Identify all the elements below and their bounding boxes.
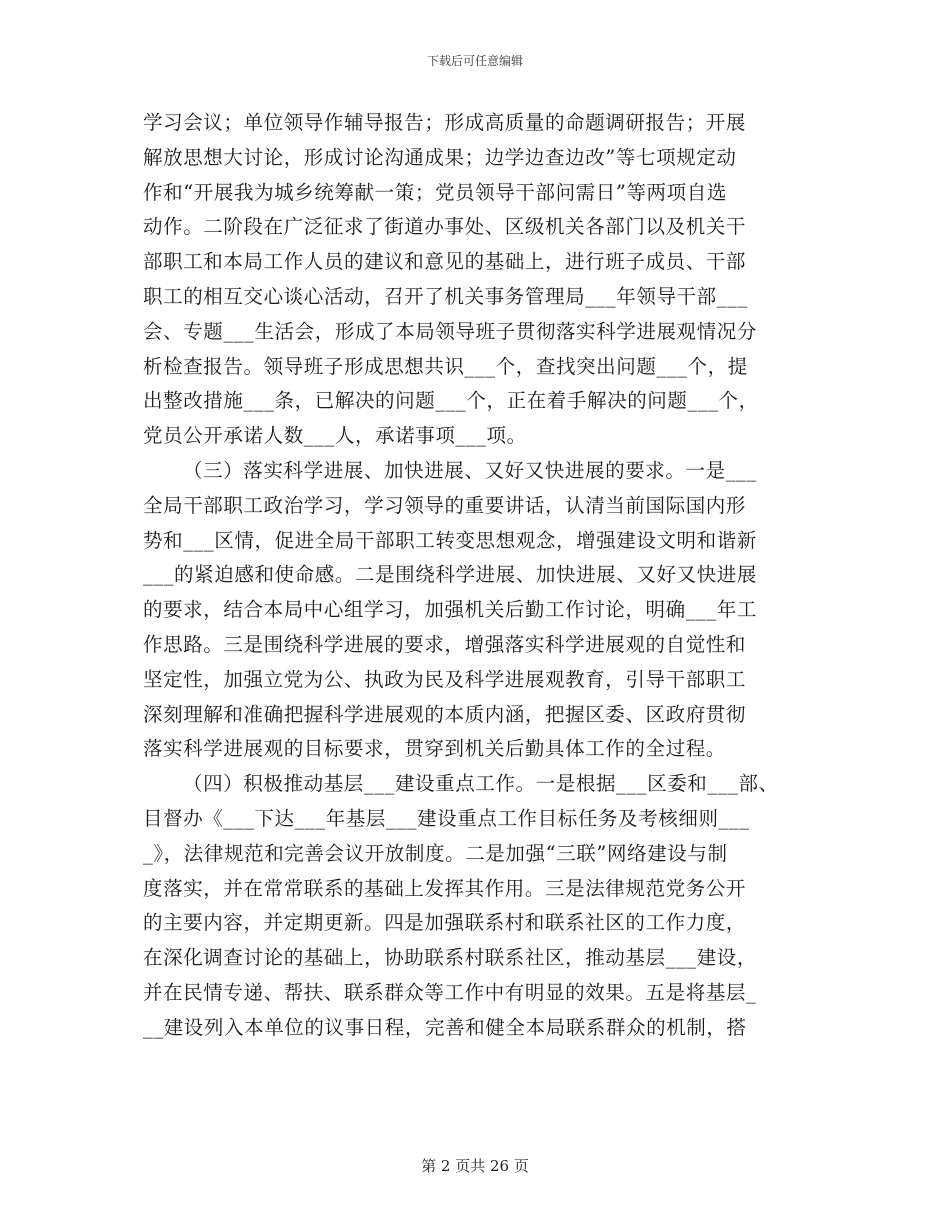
page-footer: 第 2 页共 26 页 (421, 1157, 529, 1175)
text-line: 的要求，结合本局中心组学习，加强机关后勤工作讨论，明确___年工 (143, 598, 757, 622)
text-line: 作思路。三是围绕科学进展的要求，增强落实科学进展观的自觉性和 (143, 632, 747, 656)
text-line: 会、专题___生活会，形成了本局领导班子贯彻落实科学进展观情况分 (143, 319, 757, 343)
text-line: 坚定性，加强立党为公、执政为民及科学进展观教育，引导干部职工 (143, 667, 747, 691)
text-line: 出整改措施___条，已解决的问题___个，正在着手解决的问题___个， (143, 389, 759, 413)
document-body (143, 106, 808, 1046)
text-line: 并在民情专递、帮扶、联系群众等工作中有明显的效果。五是将基层_ (143, 980, 757, 1004)
text-line: （三）落实科学进展、加快进展、又好又快进展的要求。一是___ (183, 458, 757, 482)
text-line: 势和___区情，促进全局干部职工转变思想观念，增强建设文明和谐新 (143, 528, 757, 552)
text-line: __建设列入本单位的议事日程，完善和健全本局联系群众的机制，搭 (143, 1015, 747, 1039)
text-line: 度落实，并在常常联系的基础上发挥其作用。三是法律规范党务公开 (143, 876, 747, 900)
page-header: 下载后可任意编辑 (426, 54, 523, 68)
text-line: 的主要内容，并定期更新。四是加强联系村和联系社区的工作力度， (143, 911, 747, 935)
text-line: 解放思想大讨论，形成讨论沟通成果；边学边查边改”等七项规定动 (143, 145, 737, 169)
text-line: 作和“开展我为城乡统筹献一策；党员领导干部问需日”等两项自选 (143, 180, 727, 204)
text-line: （四）积极推动基层___建设重点工作。一是根据___区委和___部、 (183, 772, 779, 796)
text-line: 深刻理解和准确把握科学进展观的本质内涵，把握区委、区政府贯彻 (143, 702, 747, 726)
text-line: 析检查报告。领导班子形成思想共识___个，查找突出问题___个，提 (143, 354, 748, 378)
text-line: 在深化调查讨论的基础上，协助联系村联系社区，推动基层___建设， (143, 946, 757, 970)
text-line: 动作。二阶段在广泛征求了街道办事处、区级机关各部门以及机关干 (143, 215, 747, 239)
text-line: 目督办《___下达___年基层___建设重点工作目标任务及考核细则___ (143, 806, 750, 830)
text-line: 全局干部职工政治学习，学习领导的重要讲话，认清当前国际国内形 (143, 493, 747, 517)
text-line: _》，法律规范和完善会议开放制度。二是加强“三联”网络建设与制 (143, 841, 728, 865)
text-line: 职工的相互交心谈心活动，召开了机关事务管理局___年领导干部___ (143, 284, 748, 308)
text-line: 学习会议；单位领导作辅导报告；形成高质量的命题调研报告；开展 (143, 111, 747, 134)
text-line: ___的紧迫感和使命感。二是围绕科学进展、加快进展、又好又快进展 (143, 563, 757, 587)
text-line: 部职工和本局工作人员的建议和意见的基础上，进行班子成员、干部 (143, 250, 747, 274)
text-line: 党员公开承诺人数___人，承诺事项___项。 (143, 424, 527, 448)
text-line: 落实科学进展观的目标要求，贯穿到机关后勤具体工作的全过程。 (143, 737, 726, 761)
